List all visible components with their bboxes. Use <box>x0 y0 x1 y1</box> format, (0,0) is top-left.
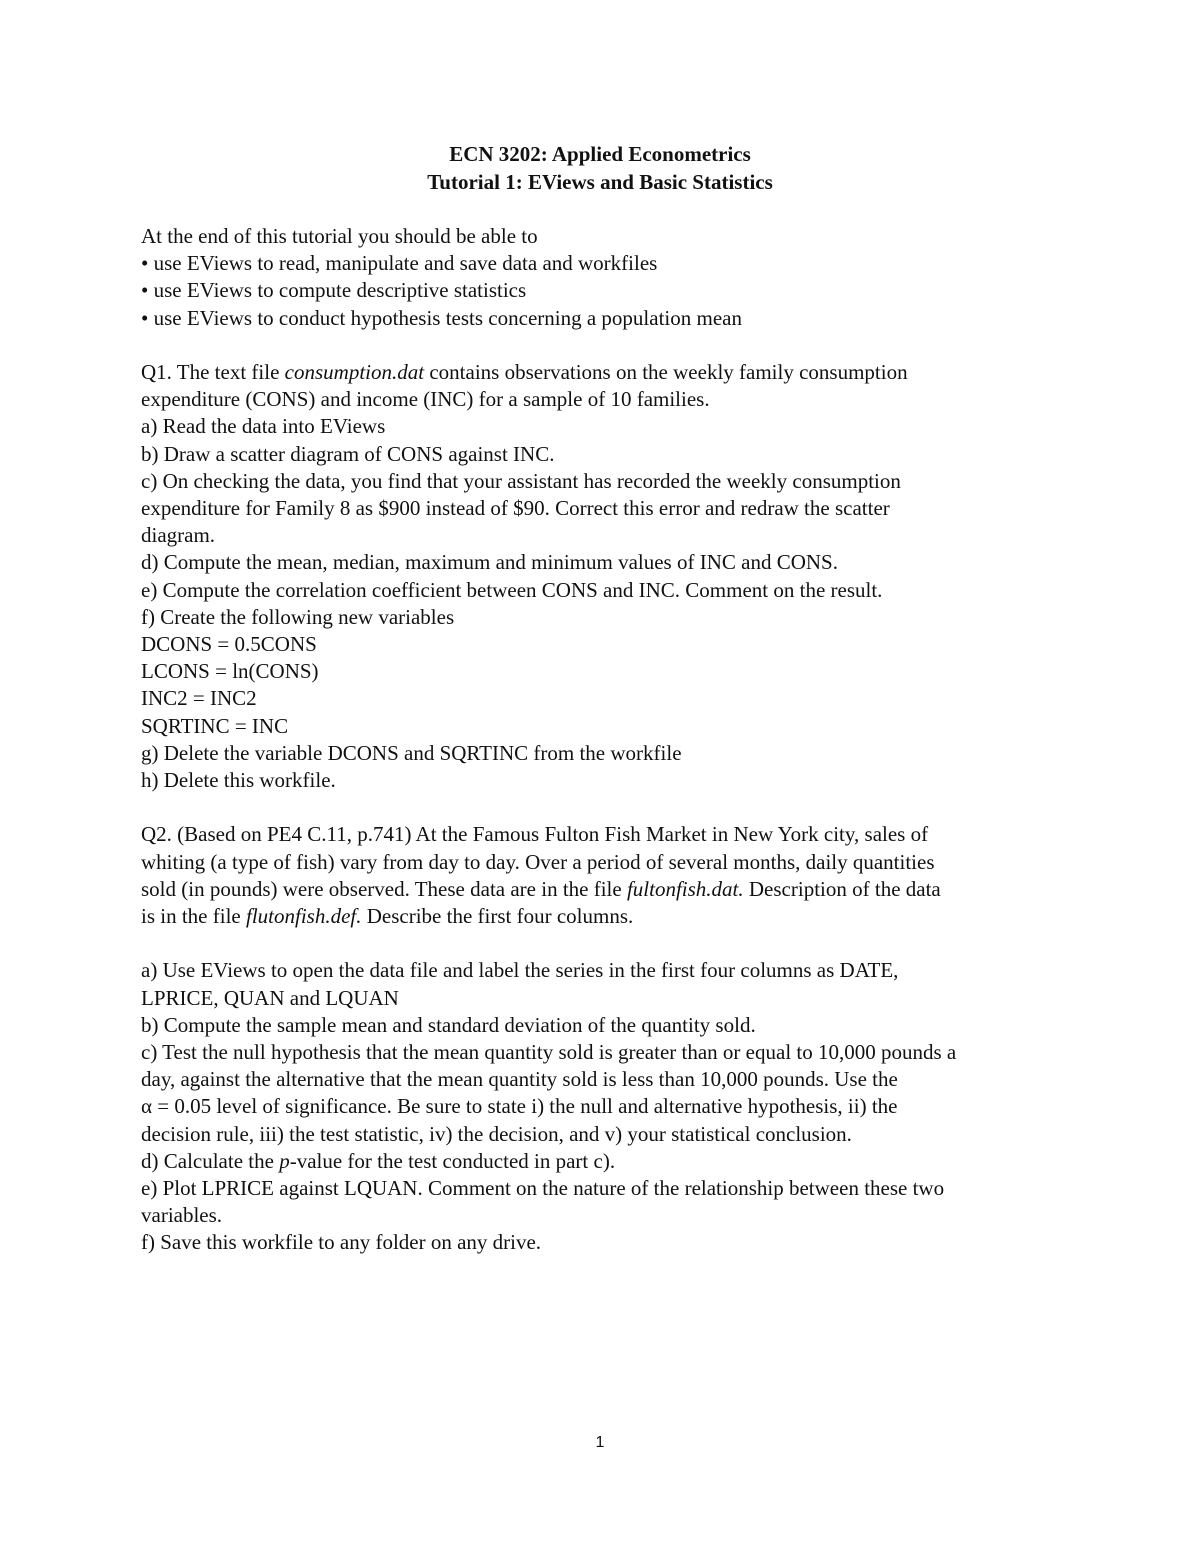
intro-bullet-1: • use EViews to read, manipulate and save data and workfiles <box>141 251 658 276</box>
q2-part-c-line-3: α = 0.05 level of significance. Be sure to state i) the null and alternative hypothesis, ii) the <box>141 1094 898 1119</box>
q1-part-c-line-3: diagram. <box>141 523 216 548</box>
q2-datafile: fultonfish.dat. <box>626 876 744 901</box>
page-number: 1 <box>595 1434 605 1451</box>
q2-d-pre: d) Calculate the <box>141 1148 280 1173</box>
q1-part-c-line-1: c) On checking the data, you find that your assistant has recorded the weekly consumption <box>141 468 901 493</box>
spacer <box>141 794 1081 821</box>
q1-part-f: f) Create the following new variables <box>141 604 455 629</box>
q2-part-c-line-1: c) Test the null hypothesis that the mean quantity sold is greater than or equal to 10,000 pounds a <box>141 1040 957 1065</box>
q1-part-c-line-2: expenditure for Family 8 as $900 instead of $90. Correct this error and redraw the scatter <box>141 496 890 521</box>
q2-part-a-line-1: a) Use EViews to open the data file and label the series in the first four columns as DATE, <box>141 958 899 983</box>
q1-var-4: SQRTINC = INC <box>141 713 289 738</box>
intro-bullet-3: • use EViews to conduct hypothesis tests concerning a population mean <box>141 305 742 330</box>
q1-var-2: LCONS = ln(CONS) <box>141 659 319 684</box>
q2-part-e-line-2: variables. <box>141 1203 223 1228</box>
course-title: ECN 3202: Applied Econometrics <box>449 142 751 166</box>
q2-intro-line-1: Q2. (Based on PE4 C.11, p.741) At the Famous Fulton Fish Market in New York city, sales of <box>141 822 929 847</box>
q2-line4-post: Describe the first four columns. <box>361 904 634 929</box>
q1-part-b: b) Draw a scatter diagram of CONS against INC. <box>141 441 555 466</box>
q2-intro-line-4 <box>141 903 1081 930</box>
q2-part-f: f) Save this workfile to any folder on any drive. <box>141 1230 542 1255</box>
q2-part-d <box>141 1148 1081 1175</box>
q2-line3-post: Description of the data <box>743 876 941 901</box>
intro-lead: At the end of this tutorial you should be able to <box>141 224 538 248</box>
spacer <box>141 332 1081 359</box>
q2-part-e-line-1: e) Plot LPRICE against LQUAN. Comment on the nature of the relationship between these two <box>141 1176 945 1201</box>
q2-part-a-line-2: LPRICE, QUAN and LQUAN <box>141 985 399 1010</box>
q2-intro-line-3 <box>141 876 1081 903</box>
q2-deffile: flutonfish.def. <box>245 904 362 929</box>
intro-bullet-2: • use EViews to compute descriptive statistics <box>141 278 527 303</box>
q2-line3-pre: sold (in pounds) were observed. These data are in the file <box>141 876 627 901</box>
q1-var-3: INC2 = INC2 <box>141 686 257 711</box>
q1-part-a: a) Read the data into EViews <box>141 414 386 439</box>
q1-part-g: g) Delete the variable DCONS and SQRTINC from the workfile <box>141 740 682 765</box>
q2-part-c-line-4: decision rule, iii) the test statistic, iv) the decision, and v) your statistical conclusion. <box>141 1121 852 1146</box>
document-header <box>0 140 1200 196</box>
q1-part-h: h) Delete this workfile. <box>141 768 336 793</box>
q2-intro-line-2: whiting (a type of fish) vary from day to day. Over a period of several months, daily quantities <box>141 849 935 874</box>
q1-part-e: e) Compute the correlation coefficient between CONS and INC. Comment on the result. <box>141 577 883 602</box>
tutorial-title: Tutorial 1: EViews and Basic Statistics <box>427 170 773 194</box>
q2-part-c-line-2: day, against the alternative that the mean quantity sold is less than 10,000 pounds. Use the <box>141 1067 898 1092</box>
q1-part-d: d) Compute the mean, median, maximum and minimum values of INC and CONS. <box>141 550 838 575</box>
q1-intro-pre: Q1. The text file <box>141 360 285 384</box>
q1-intro-line-1 <box>141 359 1081 386</box>
q2-part-b: b) Compute the sample mean and standard deviation of the quantity sold. <box>141 1012 756 1037</box>
q1-intro-line-2: expenditure (CONS) and income (INC) for a sample of 10 families. <box>141 387 710 412</box>
q1-intro-post: contains observations on the weekly family consumption <box>424 360 908 384</box>
spacer <box>141 930 1081 957</box>
q1-filename: consumption.dat <box>284 360 425 384</box>
q1-var-1: DCONS = 0.5CONS <box>141 632 317 657</box>
q2-d-post: -value for the test conducted in part c). <box>289 1148 616 1173</box>
document-body <box>141 223 1081 1257</box>
q2-line4-pre: is in the file <box>141 904 246 929</box>
q2-d-p: p <box>279 1148 290 1173</box>
